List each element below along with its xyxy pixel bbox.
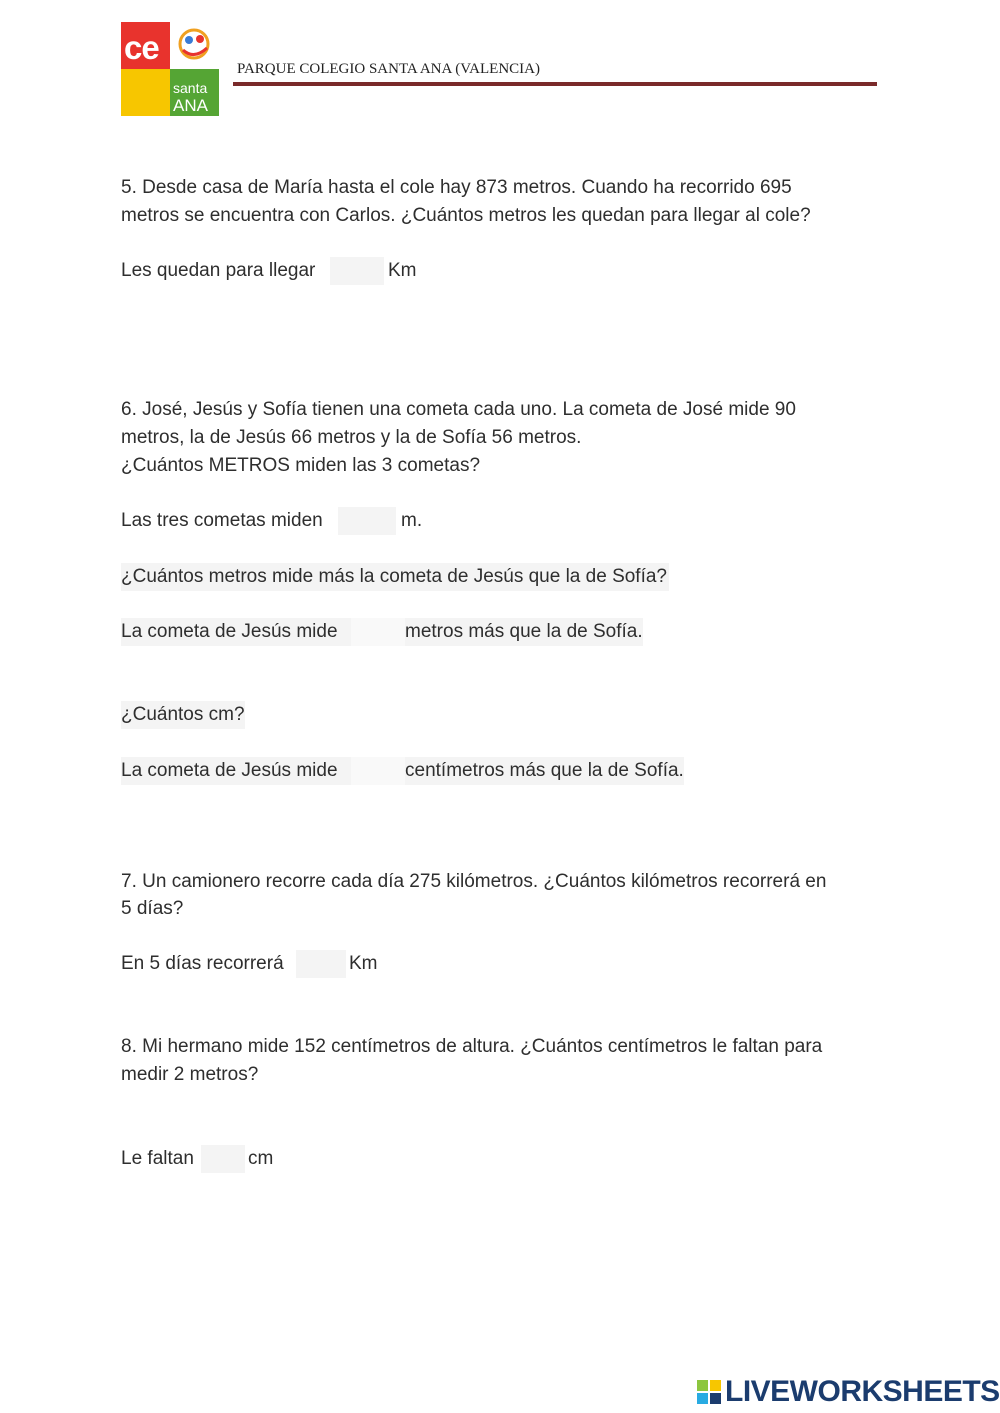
q8-answer-unit: cm — [248, 1148, 274, 1169]
logo-emblem-icon — [171, 24, 217, 66]
q6-answer1-prefix: Las tres cometas miden — [121, 510, 323, 531]
q7-answer-input[interactable] — [296, 950, 346, 978]
q6-answer3-suffix: centímetros más que la de Sofía. — [405, 757, 684, 785]
q8-answer-prefix: Le faltan — [121, 1148, 194, 1169]
q7-answer-unit: Km — [349, 953, 378, 974]
q8-answer-input[interactable] — [201, 1145, 245, 1173]
q6-question3: ¿Cuántos cm? — [121, 701, 245, 729]
q6-text-line3: ¿Cuántos METROS miden las 3 cometas? — [121, 455, 481, 476]
logo-ce-text: ce — [124, 29, 159, 66]
q8-text-line1: 8. Mi hermano mide 152 centímetros de altura. ¿Cuántos centímetros le faltan para — [121, 1036, 823, 1057]
liveworksheets-logo-icon — [697, 1380, 721, 1404]
header-divider — [233, 82, 877, 86]
q5-text-line1: 5. Desde casa de María hasta el cole hay 873 metros. Cuando ha recorrido 695 — [121, 177, 792, 198]
q6-answer2-suffix: metros más que la de Sofía. — [405, 618, 643, 646]
logo-santa-text: santa — [173, 80, 208, 96]
q6-question2: ¿Cuántos metros mide más la cometa de Jesús que la de Sofía? — [121, 563, 669, 591]
q5-answer-input[interactable] — [330, 257, 384, 285]
q7-answer-prefix: En 5 días recorrerá — [121, 953, 284, 974]
q5-text-line2: metros se encuentra con Carlos. ¿Cuántos metros les quedan para llegar al cole? — [121, 205, 811, 226]
school-logo — [121, 22, 219, 116]
liveworksheets-wordmark: LIVEWORKSHEETS — [725, 1375, 1000, 1408]
q6-answer1-input[interactable] — [338, 507, 396, 535]
q6-answer2-input[interactable] — [351, 618, 405, 646]
q6-answer3-input[interactable] — [351, 757, 405, 785]
q5-answer-unit: Km — [388, 260, 417, 281]
q6-answer3-prefix: La cometa de Jesús mide — [121, 757, 351, 785]
q7-text-line1: 7. Un camionero recorre cada día 275 kilómetros. ¿Cuántos kilómetros recorrerá en — [121, 871, 827, 892]
school-name: PARQUE COLEGIO SANTA ANA (VALENCIA) — [237, 61, 540, 77]
logo-ana-text: ANA — [173, 96, 208, 115]
q8-text-line2: medir 2 metros? — [121, 1064, 259, 1085]
q5-answer-prefix: Les quedan para llegar — [121, 260, 316, 281]
q6-answer2-prefix: La cometa de Jesús mide — [121, 618, 351, 646]
q6-text-line1: 6. José, Jesús y Sofía tienen una cometa cada uno. La cometa de José mide 90 — [121, 399, 796, 420]
logo-yellow-block — [121, 69, 170, 116]
q6-text-line2: metros, la de Jesús 66 metros y la de Sofía 56 metros. — [121, 427, 582, 448]
q7-text-line2: 5 días? — [121, 898, 184, 919]
q6-answer1-unit: m. — [401, 510, 423, 531]
